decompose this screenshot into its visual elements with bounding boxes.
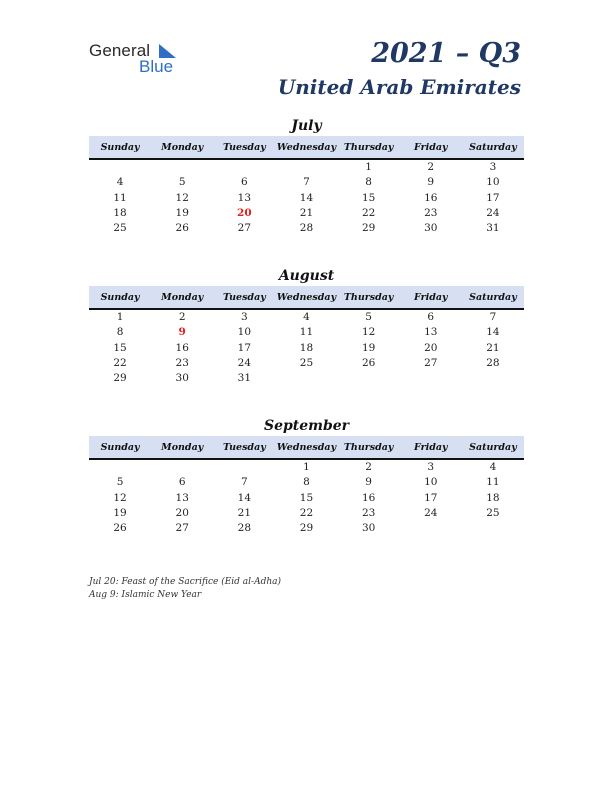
day-cell (462, 371, 524, 386)
day-cell: 22 (299, 506, 314, 519)
weekday-header-row (89, 136, 524, 160)
week-row (89, 191, 524, 206)
weekday-header: Sunday (100, 142, 140, 153)
weekday-header: Monday (161, 442, 204, 453)
day-cell: 25 (486, 506, 500, 519)
day-cell: 6 (241, 176, 248, 189)
day-cell: 11 (113, 191, 127, 204)
day-cell: 27 (237, 222, 252, 235)
holiday-day-cell: 9 (178, 326, 186, 339)
day-cell: 4 (489, 461, 497, 473)
day-cell: 13 (237, 191, 252, 204)
weekday-header: Friday (414, 142, 448, 153)
day-cell: 10 (424, 476, 438, 489)
weekday-header: Sunday (100, 292, 140, 303)
day-cell: 3 (427, 461, 435, 473)
day-cell: 10 (237, 326, 252, 339)
day-cell (213, 160, 275, 175)
day-cell: 1 (365, 161, 372, 173)
day-cell: 31 (237, 372, 252, 385)
week-row (89, 460, 524, 475)
day-cell: 14 (237, 491, 252, 504)
logo-word-general: General (89, 41, 151, 60)
week-row (89, 325, 524, 340)
weekday-header: Monday (161, 292, 204, 303)
day-cell: 15 (299, 491, 314, 504)
day-cell: 12 (175, 191, 189, 204)
day-cell: 8 (116, 326, 124, 339)
day-cell (275, 371, 337, 386)
day-cell: 31 (486, 222, 500, 235)
day-cell: 12 (113, 491, 127, 504)
day-cell: 5 (116, 476, 124, 489)
day-cell: 4 (303, 311, 310, 323)
day-cell: 18 (486, 491, 500, 504)
day-cell: 21 (237, 506, 252, 519)
day-cell: 7 (303, 176, 310, 189)
day-cell: 9 (365, 476, 372, 489)
weekday-header-row (89, 436, 524, 460)
day-cell: 5 (178, 176, 186, 189)
day-cell: 2 (427, 161, 435, 173)
month-name: September (263, 418, 350, 434)
week-row (89, 341, 524, 356)
weekday-header: Sunday (100, 442, 140, 453)
day-cell: 6 (427, 311, 435, 323)
day-cell: 19 (175, 206, 189, 219)
day-cell: 29 (299, 522, 314, 535)
day-cell: 11 (486, 476, 500, 489)
weekday-header: Friday (414, 292, 448, 303)
holiday-note: Jul 20: Feast of the Sacrifice (Eid al-Adha) (89, 577, 282, 587)
day-cell: 22 (113, 356, 127, 369)
page-subtitle: United Arab Emirates (277, 75, 521, 99)
month-calendar-july (89, 116, 524, 236)
day-cell: 3 (241, 311, 248, 323)
day-cell: 25 (113, 222, 127, 235)
week-row (89, 160, 524, 175)
day-cell: 21 (486, 341, 500, 354)
day-cell: 28 (237, 522, 252, 535)
day-cell: 24 (237, 356, 252, 369)
weekday-header: Thursday (343, 292, 394, 303)
day-cell: 9 (427, 176, 435, 189)
day-cell: 5 (365, 311, 372, 323)
holiday-note: Aug 9: Islamic New Year (89, 590, 202, 600)
day-cell: 4 (116, 176, 124, 189)
weekday-header: Thursday (343, 442, 394, 453)
week-row (89, 206, 524, 221)
day-cell: 19 (361, 341, 376, 354)
day-cell: 15 (113, 341, 127, 354)
day-cell: 22 (361, 206, 376, 219)
week-row (89, 221, 524, 236)
day-cell: 29 (113, 372, 127, 385)
day-cell: 29 (361, 222, 376, 235)
day-cell: 24 (486, 206, 500, 219)
month-calendar-september (89, 416, 524, 536)
weekday-header: Tuesday (222, 142, 266, 153)
day-cell: 24 (424, 506, 438, 519)
day-cell: 18 (299, 341, 314, 354)
holiday-day-cell: 20 (237, 206, 252, 219)
day-cell: 17 (424, 491, 438, 504)
logo-word-blue: Blue (139, 57, 174, 76)
day-cell: 16 (175, 341, 189, 354)
day-cell: 26 (175, 222, 189, 235)
weekday-header: Monday (161, 142, 204, 153)
day-cell: 15 (361, 191, 376, 204)
day-cell: 20 (175, 506, 189, 519)
day-cell: 30 (361, 522, 376, 535)
week-row (89, 491, 524, 506)
day-cell: 26 (361, 356, 376, 369)
weekday-header: Tuesday (222, 292, 266, 303)
day-cell: 6 (178, 476, 186, 489)
day-cell (151, 160, 213, 175)
day-cell: 14 (486, 326, 500, 339)
day-cell: 8 (303, 476, 310, 489)
day-cell (400, 371, 462, 386)
day-cell: 8 (365, 176, 372, 189)
day-cell: 21 (299, 206, 314, 219)
page-title: 2021 – Q3 (371, 38, 521, 69)
day-cell: 11 (299, 326, 314, 339)
day-cell: 28 (486, 356, 500, 369)
day-cell (89, 460, 151, 475)
week-row (89, 521, 524, 536)
day-cell: 30 (424, 222, 438, 235)
day-cell (89, 160, 151, 175)
day-cell: 20 (424, 341, 438, 354)
day-cell: 13 (424, 326, 438, 339)
day-cell: 28 (299, 222, 314, 235)
weekday-header: Saturday (469, 442, 517, 453)
day-cell: 1 (303, 461, 310, 473)
day-cell (338, 371, 400, 386)
day-cell: 3 (489, 161, 497, 173)
day-cell: 12 (361, 326, 376, 339)
day-cell (151, 460, 213, 475)
month-name: July (291, 118, 322, 134)
week-row (89, 175, 524, 190)
day-cell: 23 (424, 206, 438, 219)
day-cell: 16 (361, 491, 376, 504)
day-cell (462, 521, 524, 536)
weekday-header-row (89, 286, 524, 310)
day-cell: 7 (489, 311, 497, 323)
week-row (89, 310, 524, 325)
day-cell: 2 (178, 311, 186, 323)
logo (89, 40, 189, 76)
day-cell: 25 (299, 356, 314, 369)
day-cell: 30 (175, 372, 189, 385)
holiday-notes (89, 576, 281, 602)
day-cell: 2 (365, 461, 372, 473)
week-row (89, 475, 524, 490)
day-cell (275, 160, 337, 175)
day-cell: 10 (486, 176, 500, 189)
month-calendar-august (89, 266, 524, 386)
day-cell: 26 (113, 522, 127, 535)
day-cell: 7 (241, 476, 248, 489)
day-cell: 19 (113, 506, 127, 519)
day-cell: 18 (113, 206, 127, 219)
week-row (89, 356, 524, 371)
day-cell: 1 (116, 311, 124, 323)
day-cell (213, 460, 275, 475)
weekday-header: Saturday (469, 142, 517, 153)
weekday-header: Tuesday (222, 442, 266, 453)
day-cell: 14 (299, 191, 314, 204)
day-cell: 23 (175, 356, 189, 369)
month-name: August (278, 268, 335, 284)
day-cell: 27 (424, 356, 438, 369)
day-cell: 27 (175, 522, 189, 535)
weekday-header: Wednesday (276, 292, 337, 303)
weekday-header: Wednesday (276, 142, 337, 153)
day-cell: 13 (175, 491, 189, 504)
weekday-header: Saturday (469, 292, 517, 303)
week-row (89, 506, 524, 521)
day-cell: 17 (237, 341, 252, 354)
weekday-header: Thursday (343, 142, 394, 153)
day-cell (400, 521, 462, 536)
day-cell: 16 (424, 191, 438, 204)
weekday-header: Wednesday (276, 442, 337, 453)
week-row (89, 371, 524, 386)
weekday-header: Friday (414, 442, 448, 453)
day-cell: 17 (486, 191, 500, 204)
day-cell: 23 (361, 506, 376, 519)
